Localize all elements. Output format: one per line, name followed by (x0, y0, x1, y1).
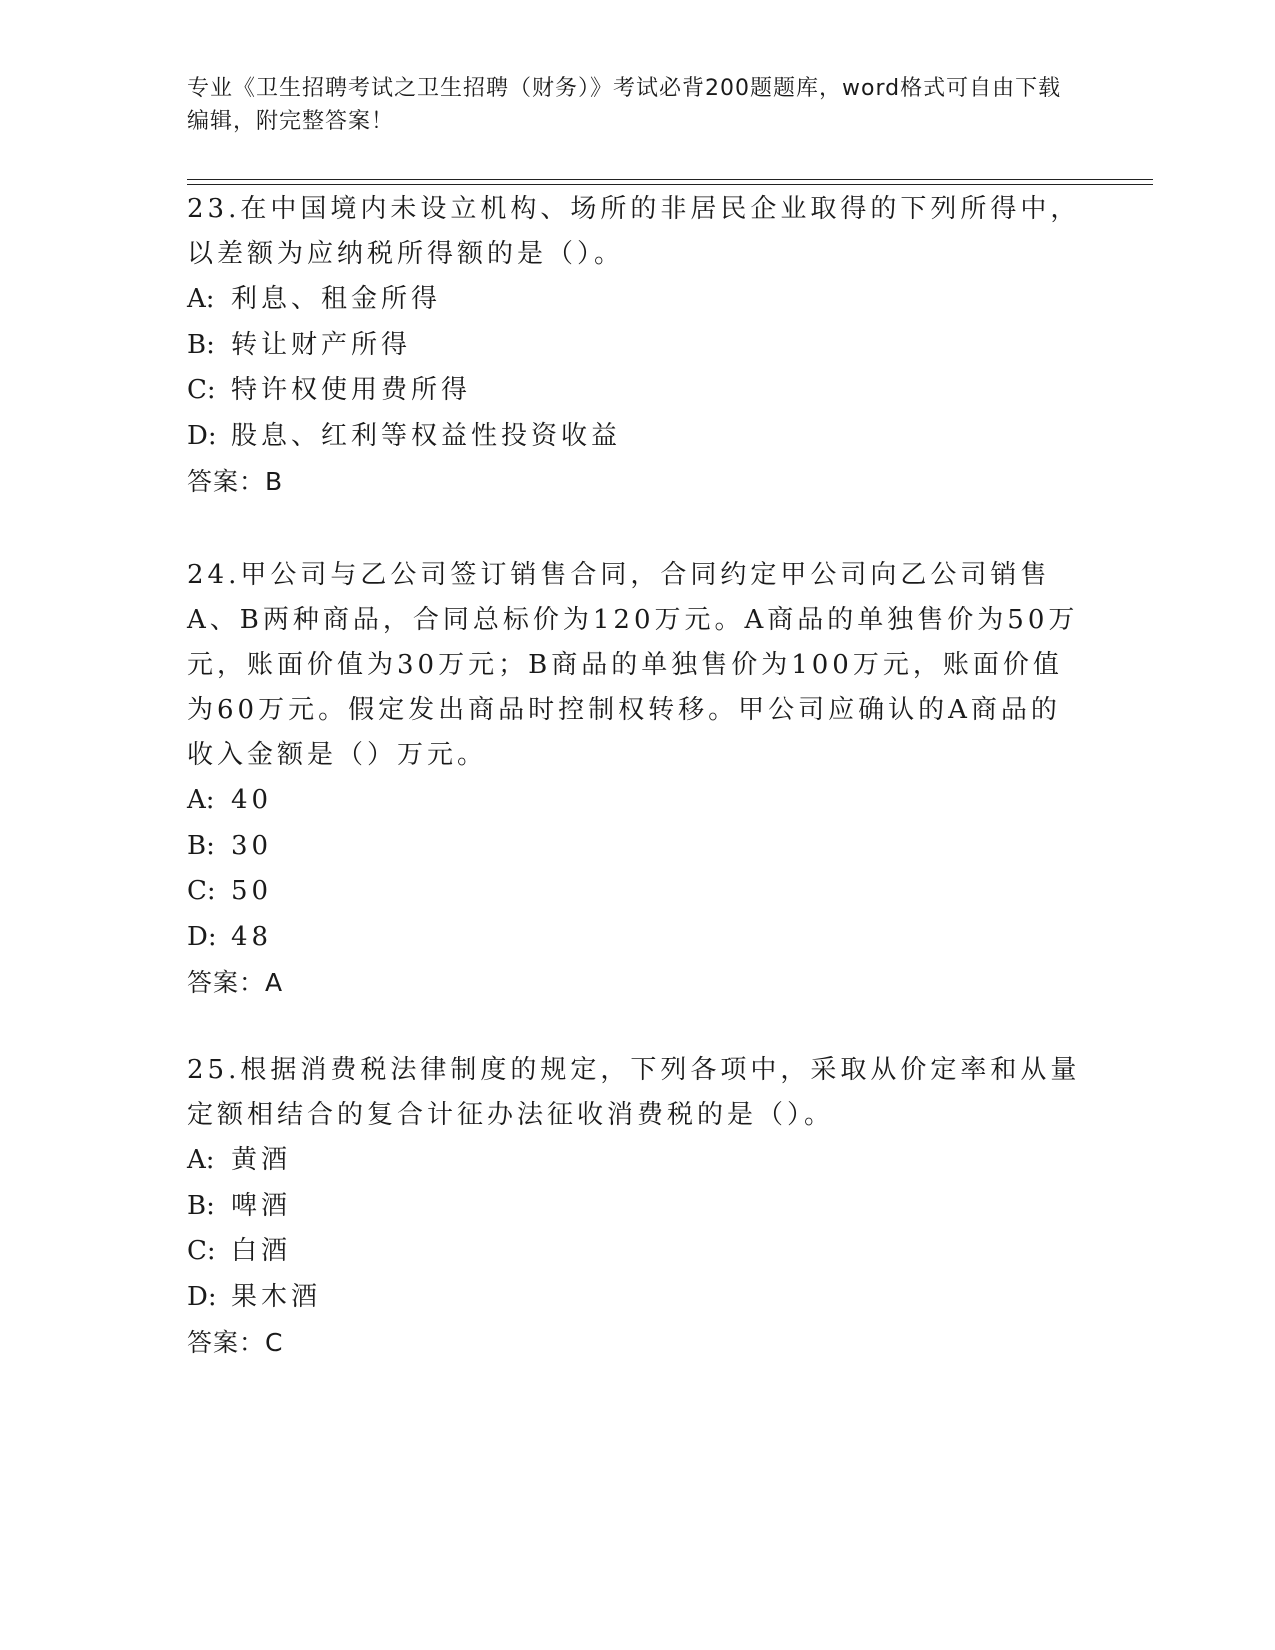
option-letter: B: (187, 329, 215, 360)
option-c (187, 869, 1087, 915)
question-23 (187, 187, 1087, 504)
option-text: 特许权使用费所得 (231, 375, 472, 405)
option-text: 30 (231, 830, 273, 861)
option-letter: D: (187, 921, 217, 952)
document-intro: 专业《卫生招聘考试之卫生招聘（财务）》考试必背200题题库，word格式可自由下载编辑，附完整答案！ (187, 76, 1062, 134)
option-text: 利息、租金所得 (231, 284, 442, 314)
option-text: 40 (231, 785, 273, 815)
answer-line: 答案：B (187, 467, 284, 496)
option-d (187, 1275, 1087, 1321)
option-text: 股息、红利等权益性投资收益 (231, 420, 622, 451)
option-letter: B: (187, 1190, 215, 1221)
header-divider-top (187, 179, 1153, 180)
option-letter: A: (187, 1145, 215, 1175)
option-text: 啤酒 (231, 1190, 292, 1221)
option-text: 黄酒 (231, 1145, 292, 1175)
header-divider-bottom (187, 184, 1153, 185)
option-letter: D: (187, 1281, 217, 1312)
option-text: 白酒 (231, 1236, 292, 1266)
option-letter: A: (187, 785, 215, 815)
option-text: 48 (231, 921, 273, 952)
option-b (187, 1184, 1087, 1230)
option-text: 转让财产所得 (231, 329, 412, 360)
option-c (187, 1229, 1087, 1275)
question-24 (187, 553, 1087, 1005)
option-letter: C: (187, 1236, 216, 1266)
option-letter: A: (187, 284, 215, 314)
option-a (187, 277, 1087, 323)
option-text: 果木酒 (231, 1281, 322, 1312)
option-d (187, 915, 1087, 961)
option-a (187, 1138, 1087, 1184)
option-letter: B: (187, 830, 215, 861)
option-d (187, 414, 1087, 460)
option-letter: C: (187, 876, 216, 906)
option-c (187, 368, 1087, 414)
answer-line: 答案：C (187, 1328, 284, 1357)
question-stem: 24.甲公司与乙公司签订销售合同，合同约定甲公司向乙公司销售A、B两种商品，合同总标价为120万元。A商品的单独售价为50万元，账面价值为30万元；B商品的单独售价为100万元，账面价值为60万元。假定发出商品时控制权转移。甲公司应确认的A商品的收入金额是（）万元。 (187, 560, 1079, 770)
answer-line: 答案：A (187, 968, 284, 997)
question-stem: 25.根据消费税法律制度的规定，下列各项中，采取从价定率和从量定额相结合的复合计征办法征收消费税的是（）。 (187, 1055, 1081, 1130)
question-stem: 23.在中国境内未设立机构、场所的非居民企业取得的下列所得中，以差额为应纳税所得额的是（）。 (187, 194, 1081, 269)
option-b (187, 824, 1087, 870)
option-text: 50 (231, 876, 273, 906)
question-25 (187, 1048, 1087, 1365)
option-a (187, 778, 1087, 824)
option-letter: D: (187, 420, 217, 451)
option-letter: C: (187, 375, 216, 405)
option-b (187, 323, 1087, 369)
